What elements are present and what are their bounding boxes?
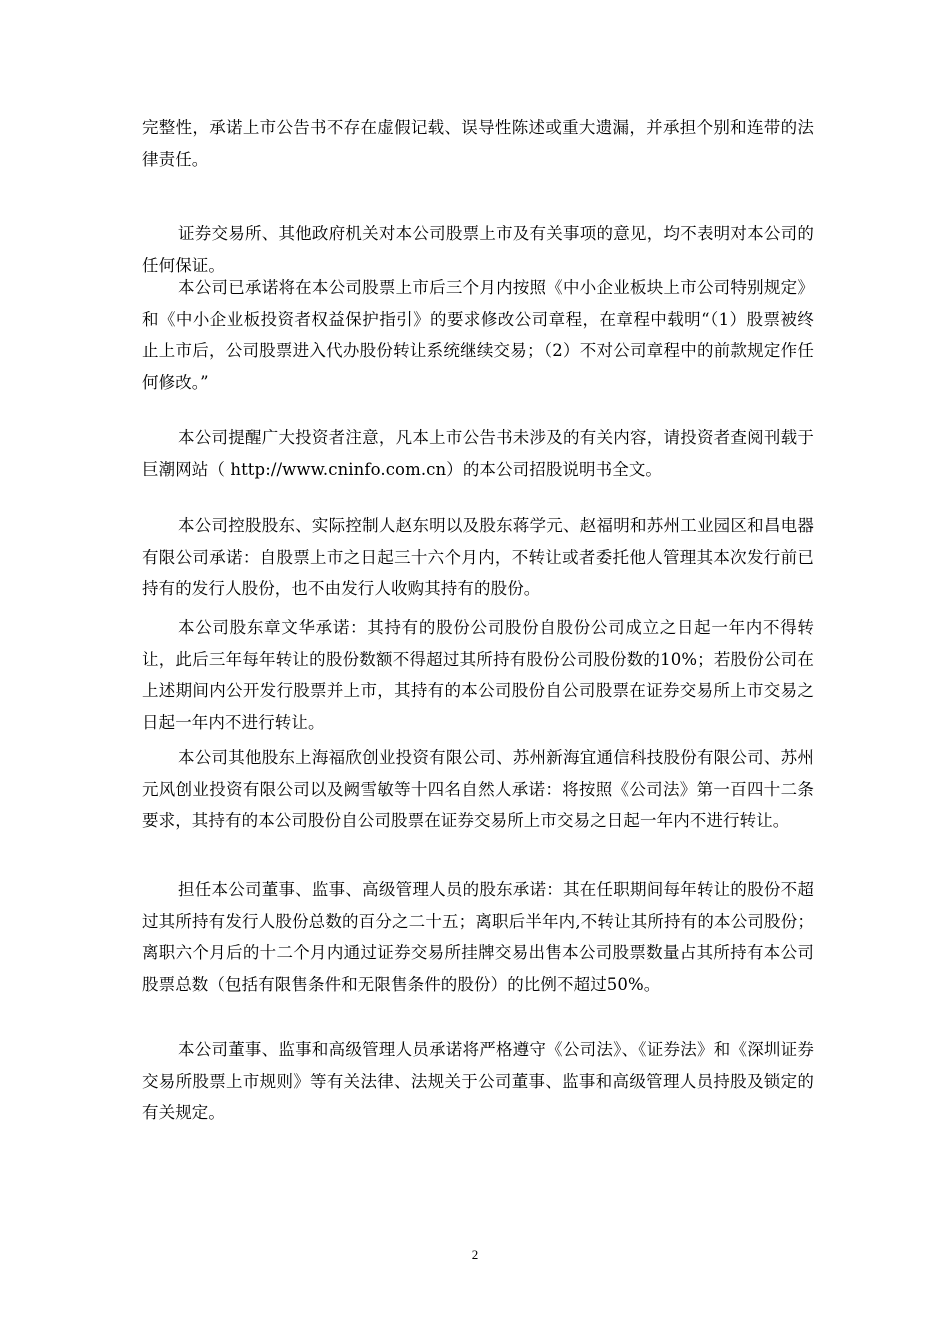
paragraph-articles-amendment: 本公司已承诺将在本公司股票上市后三个月内按照《中小企业板块上市公司特别规定》和《中小企业板投资者权益保护指引》的要求修改公司章程，在章程中载明“（1）股票被终止上市后，公司股票进入代办股份转让系统继续交易；（2）不对公司章程中的前款规定作任何修改。” — [142, 278, 814, 392]
paragraph-other-shareholders-lockup: 本公司其他股东上海福欣创业投资有限公司、苏州新海宜通信科技股份有限公司、苏州元风创业投资有限公司以及阙雪敏等十四名自然人承诺：将按照《公司法》第一百四十二条要求，其持有的本公司股份自公司股票在证券交易所上市交易之日起一年内不进行转让。 — [142, 748, 814, 830]
page-number: 2 — [471, 1247, 479, 1262]
paragraph-controlling-shareholder-lockup: 本公司控股股东、实际控制人赵东明以及股东蒋学元、赵福明和苏州工业园区和昌电器有限公司承诺：自股票上市之日起三十六个月内，不转让或者委托他人管理其本次发行前已持有的发行人股份，也不由发行人收购其持有的股份。 — [142, 516, 814, 598]
paragraph-management-shareholders: 担任本公司董事、监事、高级管理人员的股东承诺：其在任职期间每年转让的股份不超过其所持有发行人股份总数的百分之二十五；离职后半年内,不转让其所持有的本公司股份；离职六个月后的十二个月内通过证券交易所挂牌交易出售本公司股票数量占其所持有本公司股票总数（包括有限售条件和无限售条件的股份）的比例不超过50%。 — [142, 880, 814, 994]
paragraph-compliance-commitment: 本公司董事、监事和高级管理人员承诺将严格遵守《公司法》、《证券法》和《深圳证券交易所股票上市规则》等有关法律、法规关于公司董事、监事和高级管理人员持股及锁定的有关规定。 — [142, 1040, 814, 1122]
paragraph-shareholder-zhang-lockup: 本公司股东章文华承诺：其持有的股份公司股份自股份公司成立之日起一年内不得转让，此后三年每年转让的股份数额不得超过其所持有股份公司股份数的10%；若股份公司在上述期间内公开发行股票并上市，其持有的本公司股份自公司股票在证券交易所上市交易之日起一年内不进行转让。 — [142, 618, 814, 732]
paragraph-continuation: 完整性，承诺上市公告书不存在虚假记载、误导性陈述或重大遗漏，并承担个别和连带的法律责任。 — [142, 118, 814, 169]
paragraph-investor-notice: 本公司提醒广大投资者注意，凡本上市公告书未涉及的有关内容，请投资者查阅刊载于巨潮网站（ http://www.cninfo.com.cn）的本公司招股说明书全文。 — [142, 428, 814, 479]
paragraph-no-guarantee: 证券交易所、其他政府机关对本公司股票上市及有关事项的意见，均不表明对本公司的任何保证。 — [142, 224, 814, 275]
